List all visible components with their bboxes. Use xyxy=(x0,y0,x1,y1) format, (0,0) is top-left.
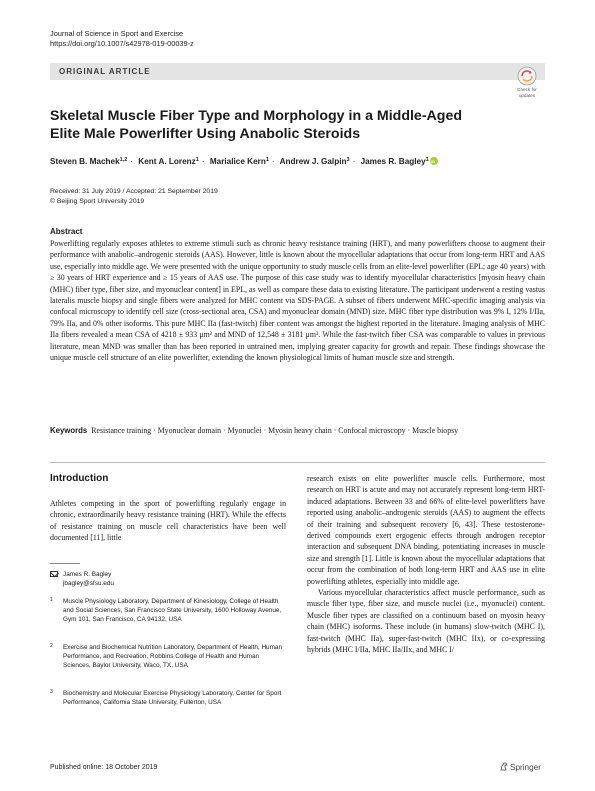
author-name[interactable]: James R. Bagley xyxy=(360,157,426,166)
footnote-divider xyxy=(50,563,80,564)
affiliation-2 xyxy=(50,643,286,671)
author-separator: · xyxy=(201,157,205,166)
affiliation-1 xyxy=(50,597,286,625)
published-online: Published online: 18 October 2019 xyxy=(50,764,158,771)
check-for-updates-badge[interactable] xyxy=(509,66,545,100)
orcid-icon[interactable] xyxy=(430,157,438,165)
author-affil: 1,2 xyxy=(119,157,128,163)
correspondence-name: James R. Bagley xyxy=(63,571,112,578)
article-title: Skeletal Muscle Fiber Type and Morphology in a Middle-Aged Elite Male Powerlifter Using Anabolic Steroids xyxy=(50,108,463,142)
intro-right-paragraph-1: research exists on elite powerlifter muscle cells. Furthermore, most research on HRT is acute and may not accurately represent long-term HRT-induced adaptations. Between 33 and 66% of elite-level powerlifters have reported using anabolic–androgenic steroids (AAS) to augment the effects of their training and subsequent recovery [6, 43]. These testosterone-derived compounds exert ergogenic effects through androgen receptor interaction and subsequent DNA binding, potentiating increases in muscle size and strength [1]. Little is known about the myocellular adaptations that occur from the combination of both long-term HRT and AAS use in elite powerlifting athletes, especially into middle age. xyxy=(307,474,545,586)
author-affil: 1 xyxy=(265,157,269,163)
springer-horse-icon xyxy=(500,762,508,771)
intro-left-paragraph: Athletes competing in the sport of powerlifting regularly engage in chronic, extraordinarily heavy resistance training (HRT). While the effects of resistance training on muscle cell characteristics have been well documented [11], little xyxy=(50,499,286,543)
author-separator: · xyxy=(352,157,356,166)
check-updates-line1: Check for xyxy=(517,87,537,92)
author-name[interactable]: Steven B. Machek xyxy=(50,157,120,166)
abstract-heading: Abstract xyxy=(50,227,83,236)
publisher-logo[interactable] xyxy=(500,762,541,772)
affiliation-text: Biochemistry and Molecular Exercise Physiology Laboratory, Center for Sport Performance, California State University, Fullerton, USA xyxy=(63,690,282,707)
author-separator: · xyxy=(130,157,134,166)
author-affil: 1 xyxy=(195,157,199,163)
doi-link[interactable]: https://doi.org/10.1007/s42978-019-00039-z xyxy=(50,39,194,48)
author-affil: 3 xyxy=(346,157,350,163)
journal-meta xyxy=(50,29,194,49)
introduction-heading: Introduction xyxy=(50,473,109,484)
affiliation-number: 2 xyxy=(50,643,53,649)
intro-right-paragraph-2: Various myocellular characteristics affect muscle performance, such as muscle fiber type, fiber size, and muscle nuclei (i.e., myonuclei) content. Muscle fiber types are classified on a continuum based on myosin heavy chain (MHC) isoforms. These include (in humans) slow-twitch (MHC I), fast-twitch (MHC IIa), super-fast-twitch (MHC IIx), or co-expressing hybrids (MHC I/IIa, MHC IIa/IIx, and MHC I/ xyxy=(307,588,545,655)
author-name[interactable]: Kent A. Lorenz xyxy=(138,157,196,166)
received-accepted: Received: 31 July 2019 / Accepted: 21 September 2019 xyxy=(50,188,218,195)
affiliation-number: 1 xyxy=(50,597,53,603)
article-type-banner: ORIGINAL ARTICLE xyxy=(50,63,545,80)
keywords-text: Resistance training · Myonuclear domain · Myonuclei · Myosin heavy chain · Confocal microscopy · Muscle biopsy xyxy=(91,426,459,435)
affiliation-number: 3 xyxy=(50,689,53,695)
affiliation-3 xyxy=(50,689,286,707)
article-dates xyxy=(50,187,218,206)
check-updates-line2: updates xyxy=(518,93,536,98)
publisher-name: Springer xyxy=(510,763,541,772)
intro-right-column xyxy=(307,473,545,656)
journal-name: Journal of Science in Sport and Exercise xyxy=(50,29,184,38)
affiliation-text: Exercise and Biochemical Nutrition Laboratory, Department of Health, Human Performance, and Recreation, Robbins College of Health and Human Sciences, Baylor University, Waco, TX, USA xyxy=(63,644,283,670)
envelope-icon xyxy=(50,571,58,577)
author-name[interactable]: Andrew J. Galpin xyxy=(279,157,347,166)
author-name[interactable]: Marialice Kern xyxy=(209,157,266,166)
affiliation-text: Muscle Physiology Laboratory, Department of Kinesiology, College of Health and Social Sciences, San Francisco State University, 1600 Holloway Avenue, Gym 101, San Francisco, CA 94132, USA xyxy=(63,598,282,624)
check-updates-icon xyxy=(517,66,537,86)
abstract-body: Powerlifting regularly exposes athletes to extreme stimuli such as chronic heavy resistance training (HRT), and many powerlifters choose to augment their performance with anabolic–androgenic steroids (AAS). However, little is known about the myocellular adaptations that occur from long-term HRT and AAS use, especially into middle age. We were presented with the unique opportunity to study muscle cells from an elite-level powerlifter (EPL; age 40 years) with ≥ 30 years of HRT experience and ≥ 15 years of AAS use. The purpose of this case study was to identify myocellular characteristics [myosin heavy chain (MHC) fiber type, fiber size, and myonuclear content] in EPL, as well as compare these data to existing literature. The participant underwent a resting vastus lateralis muscle biopsy and single fibers were analyzed for MHC content via SDS-PAGE. A subset of fibers underwent MHC-specific imaging analysis via confocal microscopy to identify cell size (cross-sectional area, CSA) and myonuclear domain (MND) size. MHC fiber type distribution was 9% I, 12% I/IIa, 79% IIa, and 0% other isoforms. This pure MHC IIa (fast-twitch) fiber content was amongst the highest reported in the literature. Imaging analysis of MHC IIa fibers revealed a mean CSA of 4218 ± 933 μm² and MND of 12,548 ± 3181 μm³. While the fast-twitch fiber CSA was comparable to values in previous literature, mean MND was smaller than has been reported in untrained men, implying greater capacity for growth and repair. These findings showcase the unique muscle cell structure of an elite powerlifter, extending the known physiological limits of human muscle size and strength. xyxy=(50,239,545,363)
keywords-label: Keywords xyxy=(50,426,88,435)
keywords xyxy=(50,425,545,436)
author-affil: 1 xyxy=(425,157,429,163)
author-list xyxy=(50,155,545,167)
author-separator: · xyxy=(271,157,275,166)
copyright: © Beijing Sport University 2019 xyxy=(50,197,145,205)
correspondence-email[interactable]: jbagley@sfsu.edu xyxy=(63,580,114,588)
correspondence xyxy=(50,570,286,588)
section-divider xyxy=(50,462,545,463)
